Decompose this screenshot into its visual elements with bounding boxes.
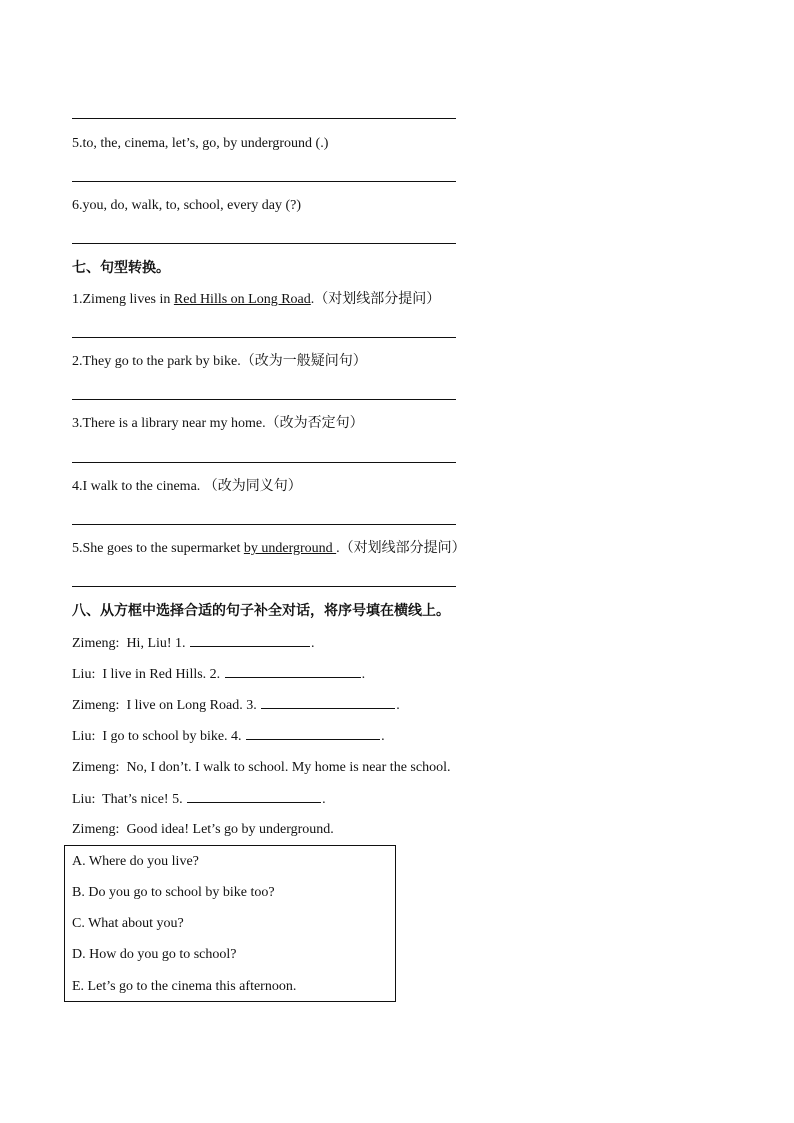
question-text: 2.They go to the park by bike.	[72, 354, 241, 369]
underlined-text: by underground	[243, 541, 337, 556]
underlined-text: Red Hills on Long Road	[173, 292, 311, 307]
answer-line	[72, 181, 456, 182]
speaker-name: Liu:	[72, 667, 96, 682]
question-text: 3.There is a library near my home.	[72, 416, 266, 431]
dialogue-text: I live in Red Hills. 2.	[102, 667, 221, 682]
question-text: .	[310, 292, 315, 307]
instruction-hint: （改为否定句）	[265, 415, 364, 431]
speaker-name: Zimeng:	[72, 698, 120, 713]
dialogue-line: Zimeng: I live on Long Road. 3. .	[72, 698, 400, 713]
answer-blank[interactable]	[225, 665, 361, 678]
answer-line	[72, 399, 456, 400]
dialogue-text: I live on Long Road. 3.	[126, 698, 257, 713]
option-item: B. Do you go to school by bike too?	[72, 885, 275, 900]
dialogue-line: Liu: I live in Red Hills. 2. .	[72, 667, 366, 682]
dialogue-text: No, I don’t. I walk to school. My home is near the school.	[126, 760, 451, 775]
question-item: 5.to, the, cinema, let’s, go, by underground (.)	[72, 136, 329, 151]
answer-blank[interactable]	[261, 696, 395, 709]
option-item: E. Let’s go to the cinema this afternoon.	[72, 979, 297, 994]
answer-line	[72, 462, 456, 463]
speaker-name: Zimeng:	[72, 760, 120, 775]
dialogue-text: That’s nice! 5.	[102, 792, 183, 807]
dialogue-text: Hi, Liu! 1.	[126, 636, 186, 651]
option-item: C. What about you?	[72, 916, 184, 931]
dialogue-text: I go to school by bike. 4.	[102, 729, 242, 744]
dialogue-text: Good idea! Let’s go by underground.	[126, 822, 334, 837]
dialogue-line: Zimeng: Hi, Liu! 1. .	[72, 636, 315, 651]
section-heading: 八、从方框中选择合适的句子补全对话，将序号填在横线上。	[72, 603, 450, 619]
answer-line	[72, 337, 456, 338]
instruction-hint: （对划线部分提问）	[339, 540, 466, 556]
instruction-hint: （对划线部分提问）	[314, 291, 441, 307]
dialogue-line	[72, 759, 450, 777]
instruction-hint: （改为同义句）	[203, 478, 302, 494]
answer-blank[interactable]	[190, 634, 310, 647]
question-text: 1.Zimeng lives in	[72, 292, 174, 307]
speaker-name: Zimeng:	[72, 636, 120, 651]
question-item	[72, 290, 440, 309]
question-text: 4.I walk to the cinema.	[72, 479, 204, 494]
question-item	[72, 414, 364, 433]
answer-line	[72, 586, 456, 587]
question-item	[72, 352, 367, 371]
question-item	[72, 539, 466, 558]
instruction-hint: （改为一般疑问句）	[240, 353, 367, 369]
option-item: A. Where do you live?	[72, 854, 199, 869]
answer-line	[72, 524, 456, 525]
speaker-name: Liu:	[72, 729, 96, 744]
speaker-name: Liu:	[72, 792, 96, 807]
dialogue-line: Liu: That’s nice! 5. .	[72, 792, 326, 807]
answer-line	[72, 118, 456, 119]
option-item: D. How do you go to school?	[72, 947, 237, 962]
answer-line	[72, 243, 456, 244]
section-heading: 七、句型转换。	[72, 260, 170, 276]
answer-blank[interactable]	[187, 790, 321, 803]
question-item: 6.you, do, walk, to, school, every day (?)	[72, 198, 301, 213]
question-item	[72, 477, 302, 496]
dialogue-line	[72, 821, 334, 839]
options-box	[64, 845, 396, 1002]
answer-blank[interactable]	[246, 727, 380, 740]
dialogue-line: Liu: I go to school by bike. 4. .	[72, 729, 385, 744]
question-text: .	[336, 541, 340, 556]
speaker-name: Zimeng:	[72, 822, 120, 837]
question-text: 5.She goes to the supermarket	[72, 541, 244, 556]
